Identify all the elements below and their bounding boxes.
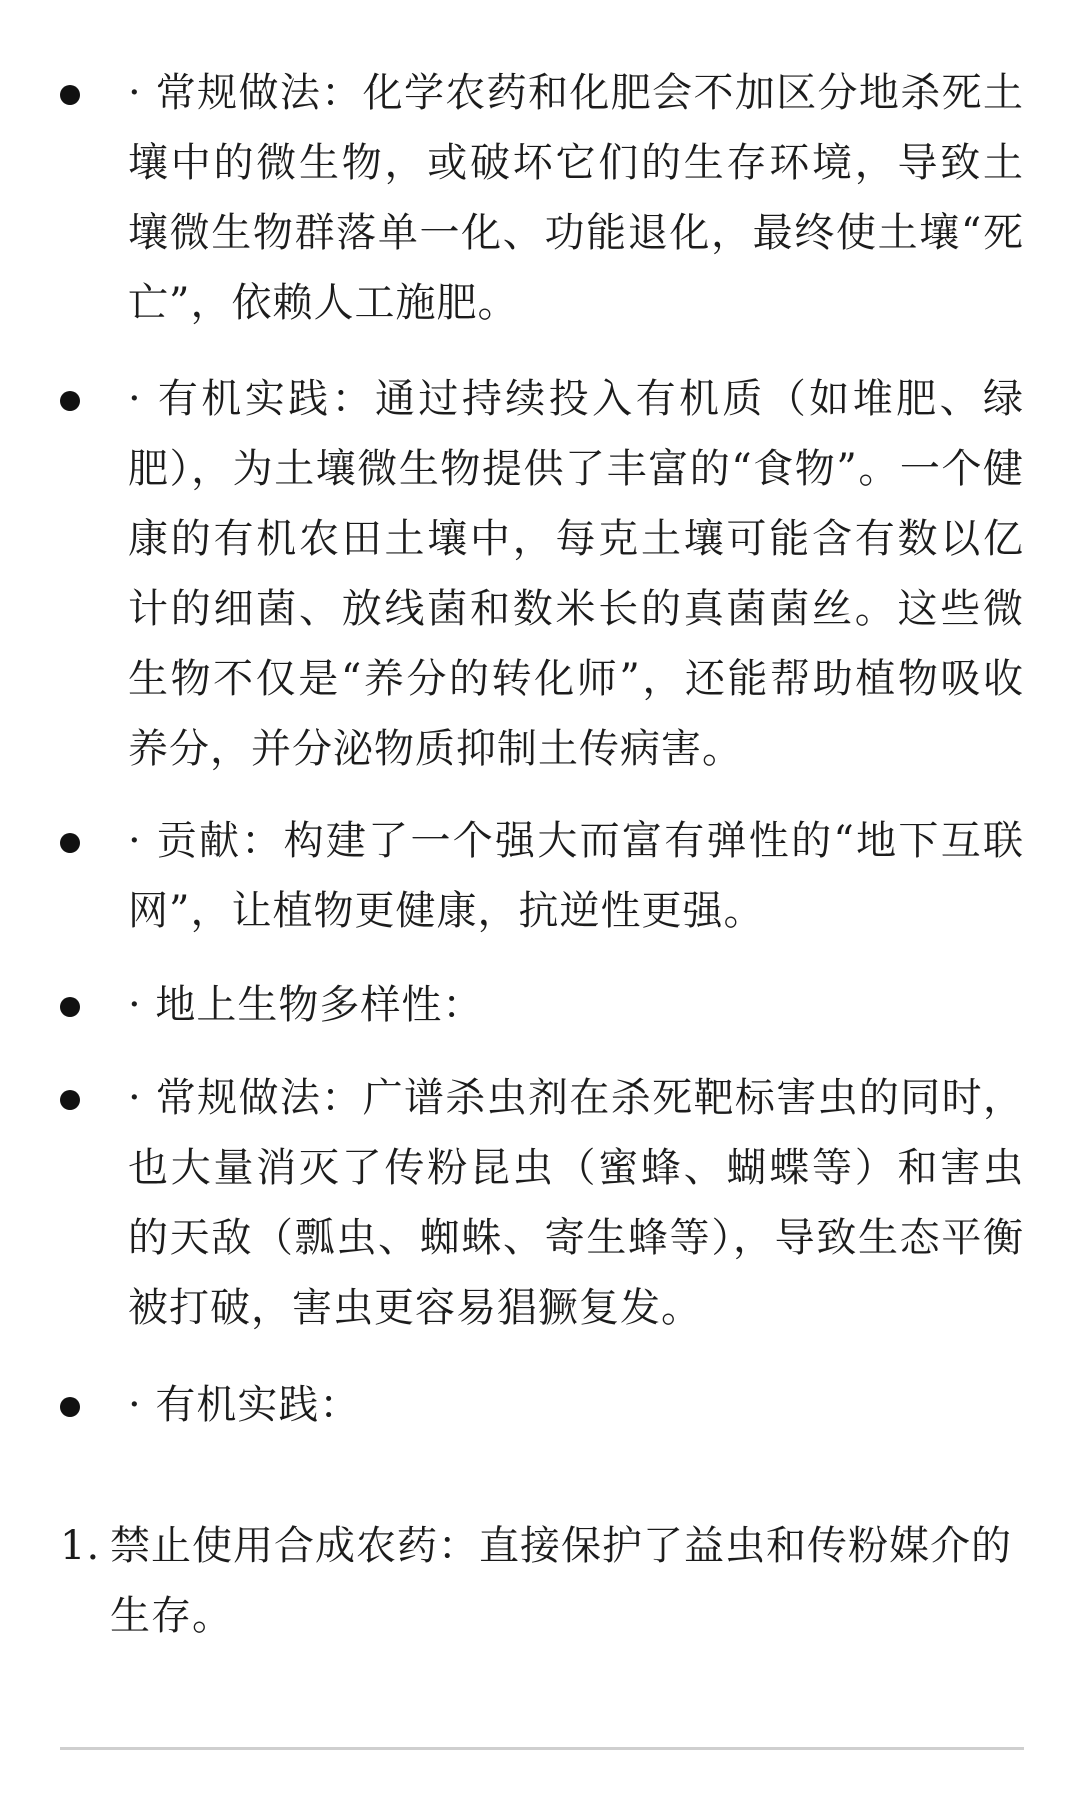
list-item bbox=[0, 806, 1080, 946]
list-item bbox=[0, 1370, 1080, 1440]
divider bbox=[60, 1747, 1024, 1750]
bullet-dot-icon bbox=[60, 85, 80, 105]
list-item bbox=[0, 970, 1080, 1040]
bullet-dot-icon bbox=[60, 391, 80, 411]
list-item-text: · 常规做法：化学农药和化肥会不加区分地杀死土壤中的微生物，或破坏它们的生存环境，导致土壤微生物群落单一化、功能退化，最终使土壤“死亡”，依赖人工施肥。 bbox=[128, 70, 1024, 326]
bullet-dot-icon bbox=[60, 997, 80, 1017]
list-item-text: · 贡献：构建了一个强大而富有弹性的“地下互联网”，让植物更健康，抗逆性更强。 bbox=[128, 818, 1024, 934]
list-item-text: · 地上生物多样性： bbox=[128, 982, 484, 1028]
bullet-dot-icon bbox=[60, 1397, 80, 1417]
list-item-text: · 有机实践：通过持续投入有机质（如堆肥、绿肥），为土壤微生物提供了丰富的“食物”。一个健康的有机农田土壤中，每克土壤可能含有数以亿计的细菌、放线菌和数米长的真菌菌丝。这些微生物不仅是“养分的转化师”，还能帮助植物吸收养分，并分泌物质抑制土传病害。 bbox=[128, 376, 1024, 772]
bullet-dot-icon bbox=[60, 1090, 80, 1110]
list-item bbox=[0, 58, 1080, 338]
bullet-dot-icon bbox=[60, 833, 80, 853]
list-item bbox=[0, 1063, 1080, 1343]
list-item bbox=[0, 1511, 1080, 1651]
list-item-text: · 常规做法：广谱杀虫剂在杀死靶标害虫的同时，也大量消灭了传粉昆虫（蜜蜂、蝴蝶等）和害虫的天敌（瓢虫、蜘蛛、寄生蜂等），导致生态平衡被打破，害虫更容易猖獗复发。 bbox=[128, 1075, 1024, 1331]
list-item-text: · 有机实践： bbox=[128, 1382, 361, 1428]
list-item bbox=[0, 364, 1080, 784]
list-item-text: 禁止使用合成农药：直接保护了益虫和传粉媒介的生存。 bbox=[110, 1523, 1012, 1639]
list-number: 1. bbox=[60, 1523, 101, 1569]
